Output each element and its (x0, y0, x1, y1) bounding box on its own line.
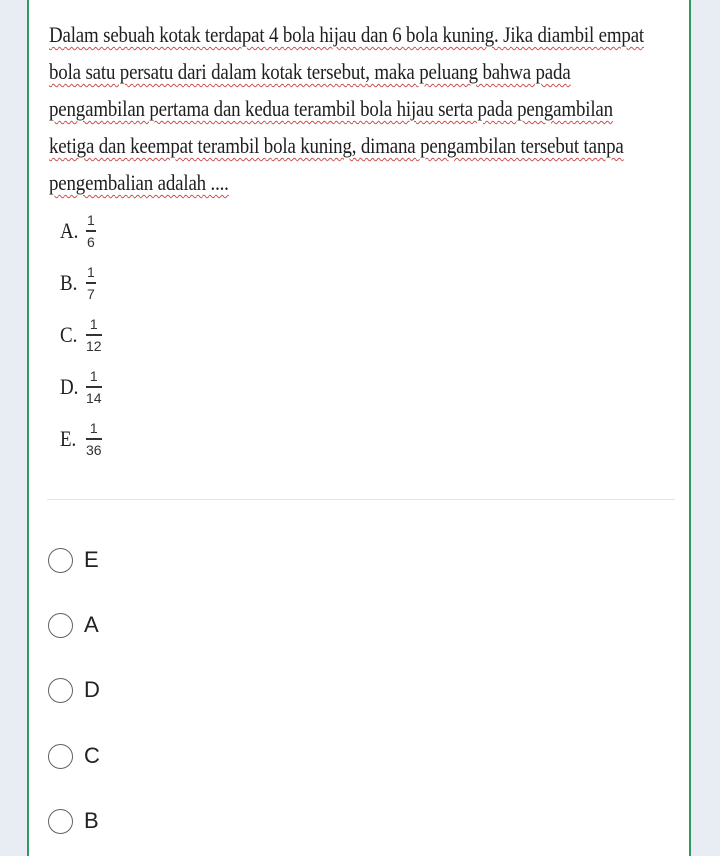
fraction-bar (86, 386, 102, 388)
answer-label[interactable]: C (84, 743, 100, 768)
fraction-numerator: 1 (87, 212, 95, 229)
answer-label[interactable]: E (84, 547, 99, 572)
fraction (86, 212, 96, 250)
fraction-denominator: 14 (86, 389, 102, 406)
question-line: Dalam sebuah kotak terdapat 4 bola hijau dan 6 bola kuning. Jika diambil empat (49, 22, 645, 47)
fraction (86, 420, 102, 458)
radio-button[interactable] (48, 678, 73, 703)
fraction-denominator: 36 (86, 441, 102, 458)
answer-label[interactable]: A (84, 612, 99, 637)
fraction (86, 264, 96, 302)
fraction-bar (86, 334, 102, 336)
choice-d (60, 362, 102, 412)
fraction-denominator: 7 (87, 285, 95, 302)
fraction (86, 368, 102, 406)
radio-button[interactable] (48, 613, 73, 638)
answer-option-a[interactable] (48, 610, 99, 640)
question-line: pengambilan pertama dan kedua terambil bola hijau serta pada pengambilan (49, 96, 613, 121)
choice-letter: E. (60, 426, 77, 451)
question-line: bola satu persatu dari dalam kotak tersebut, maka peluang bahwa pada (49, 59, 571, 84)
answer-label[interactable]: B (84, 808, 99, 833)
radio-button[interactable] (48, 809, 73, 834)
fraction-bar (86, 230, 96, 232)
fraction-numerator: 1 (89, 316, 98, 333)
choice-e (60, 414, 102, 464)
divider (47, 499, 675, 500)
answer-option-e[interactable] (48, 545, 99, 575)
fraction-denominator: 12 (86, 337, 102, 354)
answer-option-c[interactable] (48, 741, 100, 771)
fraction (86, 316, 102, 354)
answer-label[interactable]: D (84, 677, 100, 702)
fraction-denominator: 6 (87, 233, 95, 250)
question-card (27, 0, 691, 856)
choice-letter: A. (60, 218, 79, 243)
choice-letter: D. (60, 374, 79, 399)
choice-c (60, 310, 102, 360)
choice-a (60, 206, 96, 256)
fraction-bar (86, 282, 96, 284)
question-line: pengembalian adalah .... (49, 170, 229, 195)
choice-letter: B. (60, 270, 78, 295)
fraction-numerator: 1 (87, 264, 95, 281)
choice-b (60, 258, 96, 308)
fraction-bar (86, 438, 102, 440)
question-line: ketiga dan keempat terambil bola kuning, dimana pengambilan tersebut tanpa (49, 133, 624, 158)
radio-button[interactable] (48, 548, 73, 573)
fraction-numerator: 1 (89, 420, 98, 437)
question-text (49, 16, 645, 201)
answer-option-d[interactable] (48, 675, 100, 705)
choice-letter: C. (60, 322, 78, 347)
answer-option-b[interactable] (48, 806, 99, 836)
radio-button[interactable] (48, 744, 73, 769)
fraction-numerator: 1 (89, 368, 98, 385)
